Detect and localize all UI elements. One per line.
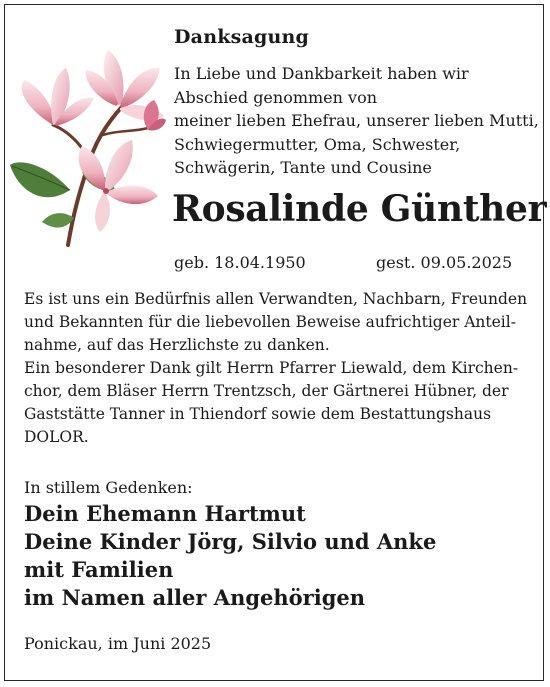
intro-line: Schwägerin, Tante und Cousine bbox=[174, 158, 432, 177]
magnolia-flower-icon bbox=[8, 40, 168, 250]
thanks-line: chor, dem Bläser Herrn Trentzsch, der Gärtnerei Hübner, der bbox=[24, 382, 509, 400]
thanks-line: Es ist uns ein Bedürfnis allen Verwandten, Nachbarn, Freunden bbox=[24, 290, 528, 308]
thanks-text bbox=[24, 288, 534, 449]
signer-line: Deine Kinder Jörg, Silvio und Anke bbox=[24, 529, 437, 554]
signer-line: Dein Ehemann Hartmut bbox=[24, 501, 306, 526]
thanks-line: und Bekannten für die liebevollen Beweise aufrichtiger Anteil- bbox=[24, 313, 516, 331]
death-date: gest. 09.05.2025 bbox=[376, 253, 513, 272]
intro-line: Abschied genommen von bbox=[174, 87, 378, 107]
intro-text bbox=[174, 62, 539, 180]
birth-date: geb. 18.04.1950 bbox=[174, 253, 306, 272]
intro-line: meiner lieben Ehefrau, unserer lieben Mutti, bbox=[174, 111, 539, 130]
deceased-name: Rosalinde Günther bbox=[172, 188, 547, 230]
intro-line: In Liebe und Dankbarkeit haben wir bbox=[174, 64, 469, 83]
place-date: Ponickau, im Juni 2025 bbox=[24, 634, 212, 653]
signers-block bbox=[24, 500, 436, 612]
signer-line: mit Familien bbox=[24, 557, 174, 582]
intro-line: Schwiegermutter, Oma, Schwester, bbox=[174, 134, 461, 154]
thanks-line: DOLOR. bbox=[24, 428, 89, 446]
thanks-line: nahme, auf das Herzlichste zu danken. bbox=[24, 336, 330, 354]
memory-line: In stillem Gedenken: bbox=[24, 478, 193, 497]
signer-line: im Namen aller Angehörigen bbox=[24, 585, 366, 610]
notice-heading: Danksagung bbox=[174, 26, 309, 48]
thanks-line: Ein besonderer Dank gilt Herrn Pfarrer Liewald, dem Kirchen- bbox=[24, 359, 519, 377]
thanks-line: Gaststätte Tanner in Thiendorf sowie dem Bestattungshaus bbox=[24, 405, 492, 423]
